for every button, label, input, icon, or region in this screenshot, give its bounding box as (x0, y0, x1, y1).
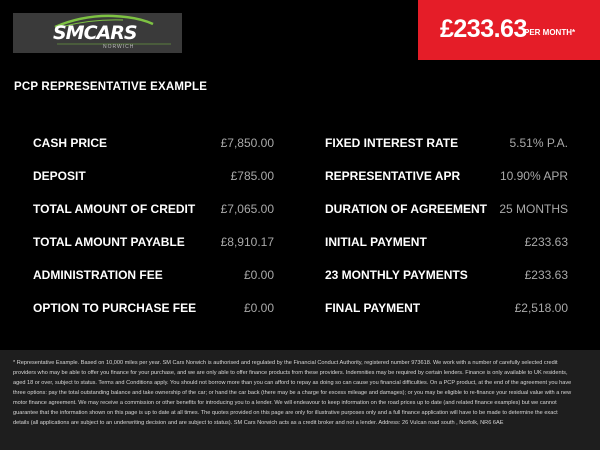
row-label: DEPOSIT (33, 169, 86, 183)
sm-cars-logo[interactable] (13, 13, 182, 53)
monthly-price-banner (418, 0, 600, 60)
row-value: £7,065.00 (220, 202, 274, 216)
finance-row (33, 136, 274, 169)
row-value: £7,850.00 (220, 136, 274, 150)
row-label: TOTAL AMOUNT PAYABLE (33, 235, 185, 249)
finance-row (33, 268, 274, 301)
row-value: 5.51% P.A. (509, 136, 568, 150)
finance-column-right (325, 136, 568, 334)
finance-row (325, 301, 568, 334)
brand-name: SMCARS (53, 22, 137, 44)
finance-column-left (33, 136, 274, 334)
finance-row (33, 202, 274, 235)
row-value: £0.00 (243, 301, 274, 315)
finance-row (325, 202, 568, 235)
finance-row (325, 268, 568, 301)
finance-row (325, 169, 568, 202)
row-label: 23 MONTHLY PAYMENTS (325, 268, 468, 282)
disclaimer-panel (0, 350, 600, 450)
brand-sub: NORWICH (103, 44, 135, 50)
disclaimer-text: * Representative Example. Based on 10,000 miles per year. SM Cars Norwich is authorised and regulated by the Financial Conduct Authority, registered number 973618. We work with a number of carefully selected credit providers who may be able to offer you finance for your purchase, and we are only able to offer finance products from these providers. Indemnities may be required by certain lenders. Finance is only available to UK residents, aged 18 or over, subject to status. Terms and Conditions apply. You should not borrow more than you can afford to repay as doing so can cause you financial difficulties. On a PCP product, at the end of the agreement you have three options: pay the total outstanding balance and take ownership of the car; or hand the car back (there may be a charge for excess mileage and damages); or you may be eligible to re-finance your residual value with a new motor finance agreement. We may receive a commission or other benefits for introducing you to a lender. We will endeavour to keep information on the road prices up to date (and related finance examples) but we cannot guarantee that the information shown on this page is up to date at all times. The quotes provided on this page are only for illustrative purposes only and a full finance application will have to be made to determine the exact details (all applications are subject to an underwriting decision and are subject to status). SM Cars Norwich acts as a credit broker and not a lender. Address: 26 Vulcan road south , Norfolk, NR6 6AE (13, 360, 572, 426)
row-value: £233.63 (524, 268, 568, 282)
row-label: TOTAL AMOUNT OF CREDIT (33, 202, 196, 216)
row-label: OPTION TO PURCHASE FEE (33, 301, 197, 315)
row-label: REPRESENTATIVE APR (325, 169, 461, 183)
row-value: £0.00 (243, 268, 274, 282)
row-value: £233.63 (524, 235, 568, 249)
row-value: £785.00 (230, 169, 274, 183)
finance-row (33, 169, 274, 202)
row-label: ADMINISTRATION FEE (33, 268, 163, 282)
section-title: PCP REPRESENTATIVE EXAMPLE (14, 81, 208, 93)
row-value: £2,518.00 (514, 301, 568, 315)
monthly-price-suffix: PER MONTH* (524, 28, 576, 37)
row-value: 10.90% APR (499, 169, 568, 183)
row-value: 25 MONTHS (499, 202, 568, 216)
monthly-price-value: £233.63 (440, 15, 527, 43)
row-label: CASH PRICE (33, 136, 108, 150)
row-value: £8,910.17 (220, 235, 274, 249)
row-label: FINAL PAYMENT (325, 301, 421, 315)
row-label: FIXED INTEREST RATE (325, 136, 459, 150)
finance-row (33, 235, 274, 268)
finance-row (325, 235, 568, 268)
row-label: DURATION OF AGREEMENT (325, 202, 487, 216)
finance-row (325, 136, 568, 169)
row-label: INITIAL PAYMENT (325, 235, 427, 249)
finance-row (33, 301, 274, 334)
